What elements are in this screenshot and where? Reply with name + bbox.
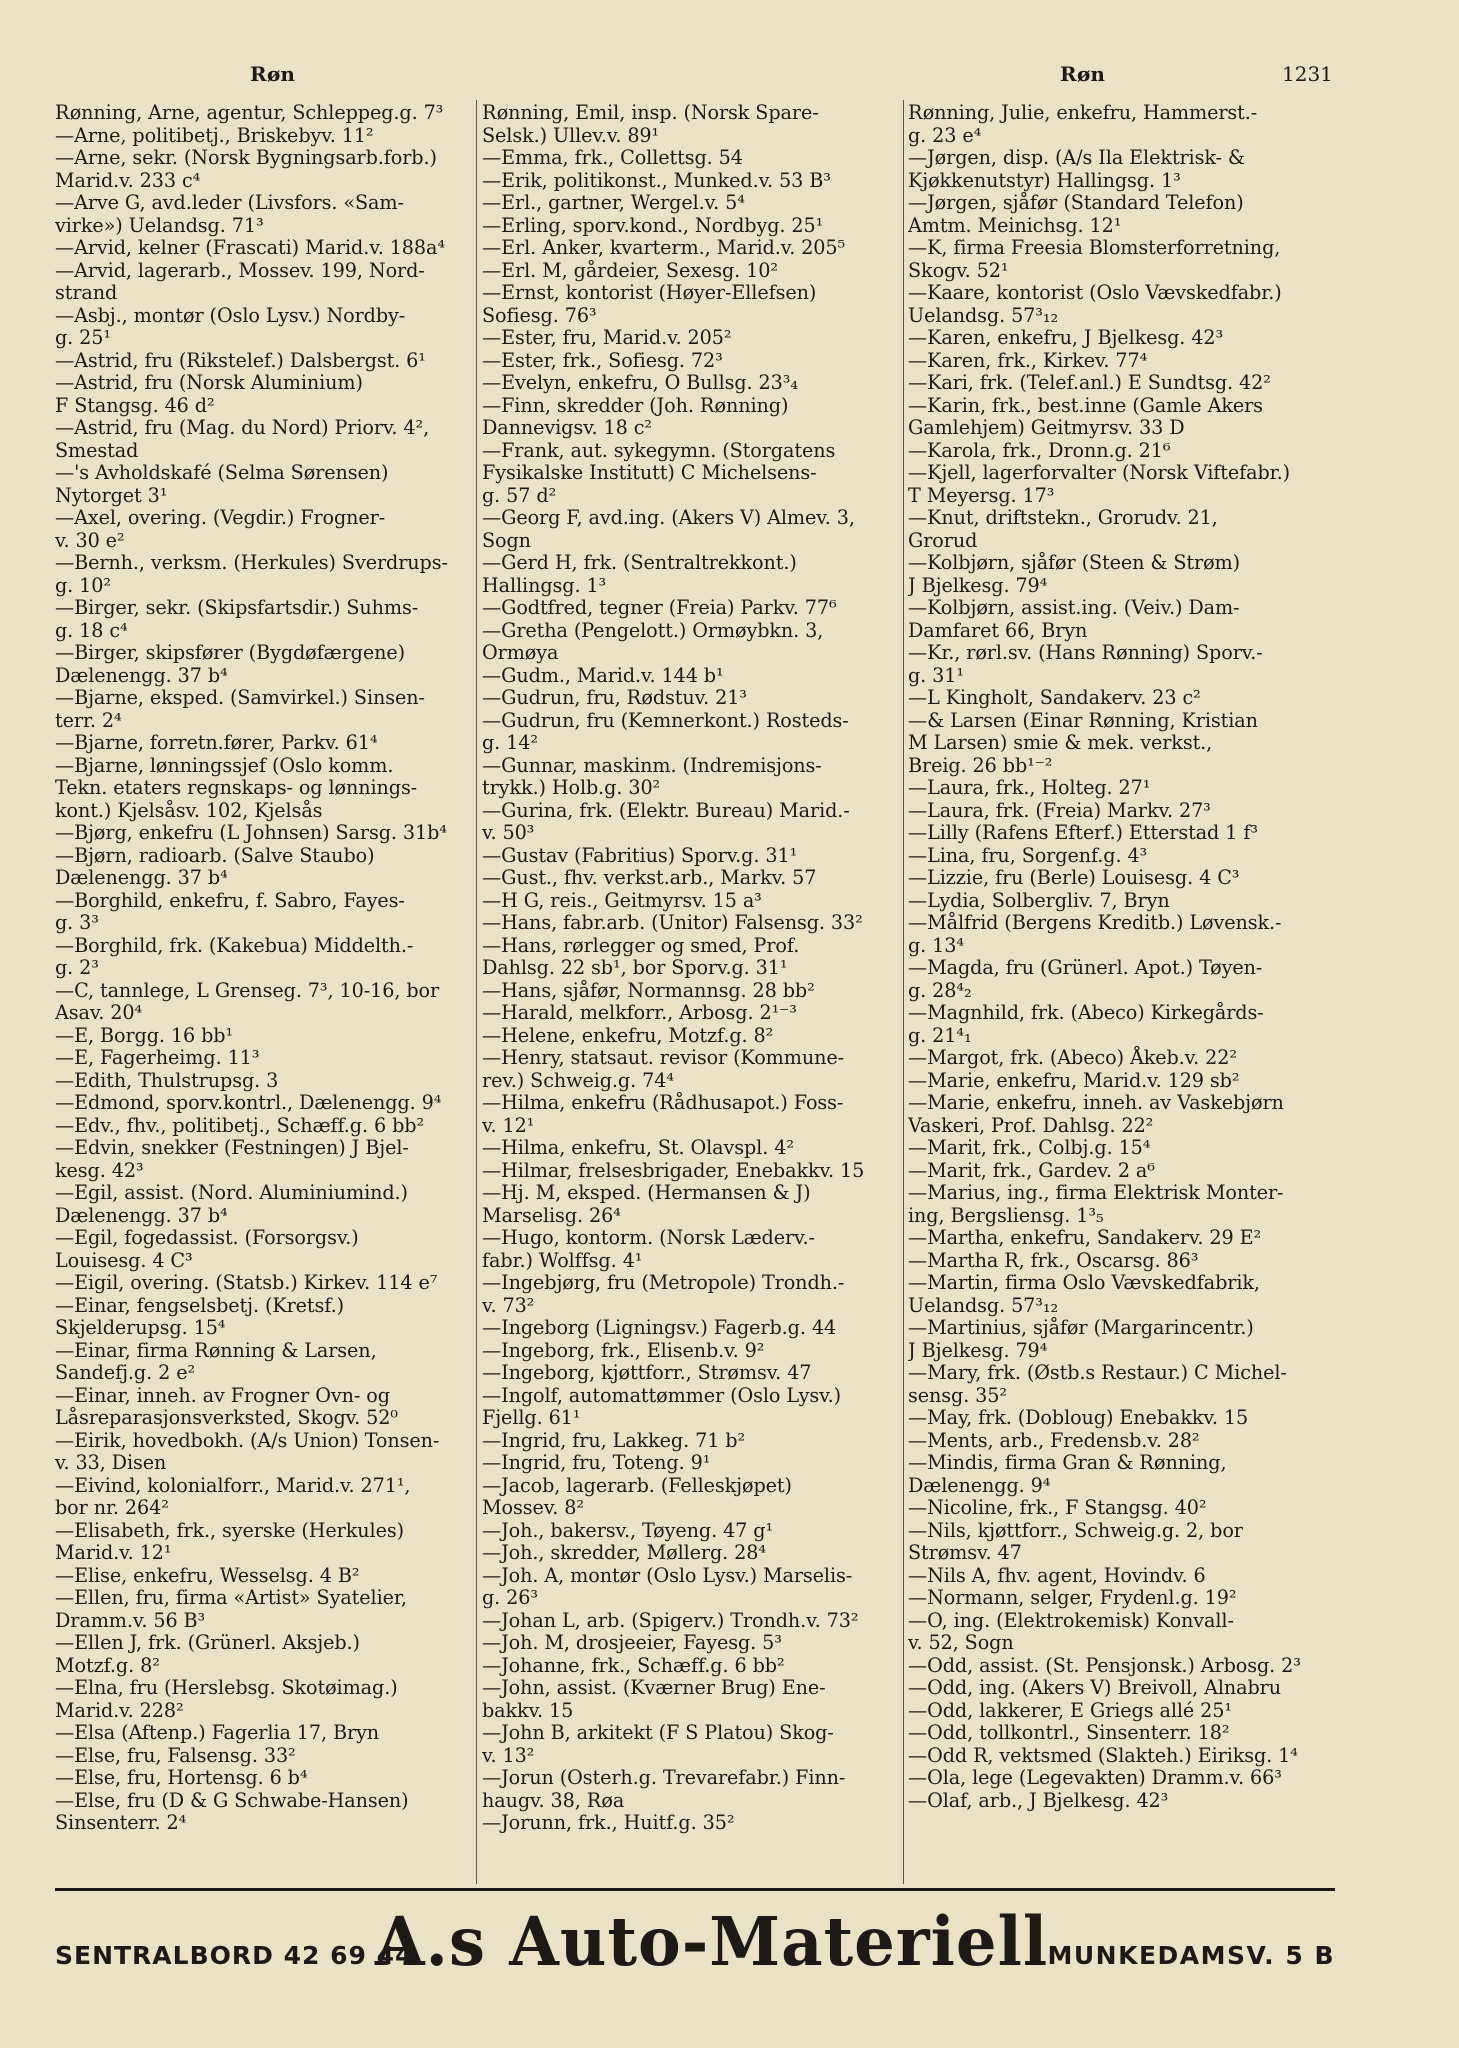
directory-entry-line: —Laura, frk., Holteg. 27¹ <box>908 776 1151 799</box>
directory-entry-line: —Emma, frk., Collettsg. 54 <box>482 146 743 169</box>
directory-entry-line: —Marie, enkefru, inneh. av Vaskebjørn <box>908 1091 1284 1114</box>
directory-entry-line: —Jorunn, frk., Huitf.g. 35² <box>482 1811 735 1834</box>
ad-phone: SENTRALBORD 42 69 44 <box>55 1941 414 1970</box>
directory-entry-line: —H G, reis., Geitmyrsv. 15 a³ <box>482 888 762 912</box>
header-left-keyword: Røn <box>250 62 295 86</box>
directory-entry-line: Sandefj.g. 2 e² <box>55 1361 196 1384</box>
directory-entry-line: —Odd R, vektsmed (Slakteh.) Eiriksg. 1⁴ <box>908 1743 1298 1767</box>
directory-entry-line: —Ola, lege (Legevakten) Dramm.v. 66³ <box>908 1766 1282 1789</box>
directory-entry-line: —Joh. A, montør (Oslo Lysv.) Marselis- <box>482 1563 853 1587</box>
directory-entry-line: Dannevigsv. 18 c² <box>482 416 653 439</box>
directory-entry-line: Selsk.) Ullev.v. 89¹ <box>482 123 660 147</box>
directory-entry-line: Uelandsg. 57³₁₂ <box>908 1293 1059 1317</box>
directory-entry-line: —O, ing. (Elektrokemisk) Konvall- <box>908 1608 1234 1632</box>
directory-entry-line: —Eirik, hovedbokh. (A/s Union) Tonsen- <box>55 1428 440 1452</box>
directory-entry-line: Tekn. etaters regnskaps- og lønnings- <box>55 776 418 799</box>
directory-entry-line: —Hugo, kontorm. (Norsk Læderv.- <box>482 1226 815 1249</box>
directory-entry-line: Fysikalske Institutt) C Michelsens- <box>482 461 817 484</box>
directory-entry-line: —Gudm., Marid.v. 144 b¹ <box>482 663 724 687</box>
directory-entry-line: Dramm.v. 56 B³ <box>55 1608 206 1632</box>
directory-entry-line: g. 25¹ <box>55 326 111 349</box>
directory-entry-line: Ormøya <box>482 641 559 664</box>
directory-entry-line: Sogn <box>482 528 531 552</box>
directory-entry-line: Sofiesg. 76³ <box>482 303 597 327</box>
directory-entry-line: Hallingsg. 1³ <box>482 573 607 597</box>
directory-entry-line: —Birger, sekr. (Skipsfartsdir.) Suhms- <box>55 596 419 619</box>
directory-entry-line: g. 13⁴ <box>908 933 964 957</box>
directory-entry-line: v. 30 e² <box>55 528 125 552</box>
directory-entry-line: —Borghild, enkefru, f. Sabro, Fayes- <box>55 888 405 912</box>
directory-entry-line: rev.) Schweig.g. 74⁴ <box>482 1068 674 1092</box>
directory-entry-line: v. 73² <box>482 1293 535 1317</box>
directory-entry-line: —Ellen J, frk. (Grünerl. Aksjeb.) <box>55 1631 360 1654</box>
directory-entry-line: kont.) Kjelsåsv. 102, Kjelsås <box>55 798 323 822</box>
directory-entry-line: —Egil, assist. (Nord. Aluminiumind.) <box>55 1181 408 1204</box>
directory-entry-line: —Nils, kjøttforr., Schweig.g. 2, bor <box>908 1518 1243 1542</box>
directory-entry-line: —Gudrun, fru (Kemnerkont.) Rosteds- <box>482 708 849 732</box>
directory-entry-line: —Eigil, overing. (Statsb.) Kirkev. 114 e⁷ <box>55 1271 438 1294</box>
directory-entry-line: —Axel, overing. (Vegdir.) Frogner- <box>55 506 386 529</box>
directory-entry-line: —Martinius, sjåfør (Margarincentr.) <box>908 1316 1254 1339</box>
directory-entry-line: —Bjarne, eksped. (Samvirkel.) Sinsen- <box>55 686 425 709</box>
directory-entry-line: —Astrid, fru (Rikstelef.) Dalsbergst. 6¹ <box>55 348 426 372</box>
directory-entry-line: —Margot, frk. (Abeco) Åkeb.v. 22² <box>908 1046 1237 1069</box>
directory-entry-line: —Hilma, enkefru, St. Olavspl. 4² <box>482 1136 794 1159</box>
directory-entry-line: —Gunnar, maskinm. (Indremisjons- <box>482 753 822 777</box>
directory-entry-line: Rønning, Julie, enkefru, Hammerst.- <box>908 102 1258 124</box>
directory-entry-line: Marselisg. 26⁴ <box>482 1203 621 1227</box>
directory-entry-line: —Nils A, fhv. agent, Hovindv. 6 <box>908 1563 1206 1587</box>
directory-entry-line: —Odd, lakkerer, E Griegs allé 25¹ <box>908 1698 1232 1722</box>
directory-entry-line: —Ester, frk., Sofiesg. 72³ <box>482 348 723 372</box>
directory-entry-line: —Edvin, snekker (Festningen) J Bjel- <box>55 1136 409 1159</box>
directory-entry-line: —Lydia, Solbergliv. 7, Bryn <box>908 888 1170 912</box>
directory-entry-line: g. 57 d² <box>482 483 557 507</box>
directory-entry-line: —Lizzie, fru (Berle) Louisesg. 4 C³ <box>908 866 1240 889</box>
directory-entry-line: —Ellen, fru, firma «Artist» Syatelier, <box>55 1586 407 1609</box>
directory-entry-line: —Elsa (Aftenp.) Fagerlia 17, Bryn <box>55 1721 380 1744</box>
directory-entry-line: —Magnhild, frk. (Abeco) Kirkegårds- <box>908 1001 1264 1024</box>
directory-entry-line: —Egil, fogedassist. (Forsorgsv.) <box>55 1226 359 1249</box>
directory-entry-line: F Stangsg. 46 d² <box>55 393 215 417</box>
directory-entry-line: —Hans, fabr.arb. (Unitor) Falsensg. 33² <box>482 911 863 934</box>
directory-entry-line: g. 26³ <box>482 1586 538 1609</box>
directory-entry-line: —Jørgen, sjåfør (Standard Telefon) <box>908 191 1244 214</box>
directory-entry-line: —Asbj., montør (Oslo Lysv.) Nordby- <box>55 303 406 327</box>
directory-entry-line: trykk.) Holb.g. 30² <box>482 776 661 799</box>
directory-entry-line: —Else, fru, Hortensg. 6 b⁴ <box>55 1766 308 1789</box>
directory-entry-line: —Helene, enkefru, Motzf.g. 8² <box>482 1023 774 1047</box>
directory-entry-line: —Nicoline, frk., F Stangsg. 40² <box>908 1496 1207 1519</box>
directory-entry-line: Amtm. Meinichsg. 12¹ <box>908 213 1122 237</box>
directory-entry-line: Dælenengg. 37 b⁴ <box>55 1203 228 1227</box>
directory-entry-line: —Karin, frk., best.inne (Gamle Akers <box>908 393 1263 417</box>
directory-entry-line: Asav. 20⁴ <box>55 1001 143 1024</box>
column-3 <box>908 102 1334 1882</box>
directory-entry-line: Uelandsg. 57³₁₂ <box>908 303 1059 327</box>
directory-entry-line: M Larsen) smie & mek. verkst., <box>908 731 1213 754</box>
directory-entry-line: g. 14² <box>482 731 538 754</box>
directory-entry-line: Mossev. 8² <box>482 1496 584 1519</box>
directory-entry-line: —Marit, frk., Gardev. 2 a⁶ <box>908 1158 1155 1182</box>
directory-entry-line: kesg. 42³ <box>55 1158 144 1182</box>
advertisement-banner <box>55 1905 1335 1985</box>
directory-entry-line: v. 50³ <box>482 821 535 844</box>
directory-entry-line: —Ments, arb., Fredensb.v. 28² <box>908 1428 1200 1452</box>
directory-entry-line: —Ingeborg, kjøttforr., Strømsv. 47 <box>482 1361 812 1384</box>
directory-entry-line: Rønning, Emil, insp. (Norsk Spare- <box>482 102 819 124</box>
directory-entry-line: J Bjelkesg. 79⁴ <box>908 573 1048 597</box>
directory-entry-line: —Elisabeth, frk., syerske (Herkules) <box>55 1518 404 1542</box>
directory-entry-line: —Astrid, fru (Norsk Aluminium) <box>55 371 363 394</box>
directory-entry-line: Fjellg. 61¹ <box>482 1406 581 1429</box>
directory-entry-line: Dahlsg. 22 sb¹, bor Sporv.g. 31¹ <box>482 956 788 979</box>
directory-entry-line: —Godtfred, tegner (Freia) Parkv. 77⁶ <box>482 596 837 619</box>
directory-entry-line: g. 3³ <box>55 911 99 934</box>
directory-entry-line: —Einar, inneh. av Frogner Ovn- og <box>55 1383 390 1407</box>
directory-entry-line: —E, Fagerheimg. 11³ <box>55 1046 260 1069</box>
directory-entry-line: —Joh., bakersv., Tøyeng. 47 g¹ <box>482 1518 774 1542</box>
directory-entry-line: —Else, fru (D & G Schwabe-Hansen) <box>55 1788 409 1812</box>
directory-entry-line: —Johan L, arb. (Spigerv.) Trondh.v. 73² <box>482 1608 859 1632</box>
directory-entry-line: Skjelderupsg. 15⁴ <box>55 1316 226 1339</box>
directory-entry-line: Marid.v. 228² <box>55 1698 184 1722</box>
directory-entry-line: —Ester, fru, Marid.v. 205² <box>482 326 732 349</box>
directory-entry-line: —Marit, frk., Colbj.g. 15⁴ <box>908 1136 1151 1159</box>
directory-entry-line: g. 31¹ <box>908 663 964 687</box>
directory-entry-line: v. 52, Sogn <box>908 1631 1014 1654</box>
directory-entry-line: —Laura, frk. (Freia) Markv. 27³ <box>908 798 1211 822</box>
directory-entry-line: —Joh. M, drosjeeier, Fayesg. 5³ <box>482 1631 782 1654</box>
directory-entry-line: strand <box>55 281 118 304</box>
directory-entry-line: —Henry, statsaut. revisor (Kommune- <box>482 1046 845 1069</box>
directory-entry-line: Skogv. 52¹ <box>908 258 1009 282</box>
directory-entry-line: ing, Bergsliensg. 1³₅ <box>908 1203 1104 1227</box>
directory-entry-line: —Ingolf, automattømmer (Oslo Lysv.) <box>482 1383 841 1407</box>
directory-entry-line: —Gretha (Pengelott.) Ormøybkn. 3, <box>482 618 824 642</box>
directory-entry-line: Gamlehjem) Geitmyrsv. 33 D <box>908 416 1185 439</box>
directory-entry-line: —K, firma Freesia Blomsterforretning, <box>908 236 1281 259</box>
directory-entry-line: —Elna, fru (Herslebsg. Skotøimag.) <box>55 1676 398 1699</box>
directory-entry-line: —Odd, tollkontrl., Sinsenterr. 18² <box>908 1721 1230 1744</box>
directory-entry-line: —Edmond, sporv.kontrl., Dælenengg. 9⁴ <box>55 1091 442 1114</box>
directory-entry-line: —Mary, frk. (Østb.s Restaur.) C Michel- <box>908 1361 1287 1384</box>
directory-entry-line: —Erl. M, gårdeier, Sexesg. 10² <box>482 258 778 282</box>
directory-entry-line: —Bjarne, lønningssjef (Oslo komm. <box>55 753 394 777</box>
directory-entry-line: —Gudrun, fru, Rødstuv. 21³ <box>482 686 747 709</box>
directory-entry-line: —Jorun (Osterh.g. Trevarefabr.) Finn- <box>482 1766 846 1789</box>
directory-entry-line: Dælenengg. 37 b⁴ <box>55 866 228 889</box>
directory-entry-line: —Hans, rørlegger og smed, Prof. <box>482 933 800 957</box>
directory-entry-line: terr. 2⁴ <box>55 708 122 732</box>
directory-entry-line: —Einar, firma Rønning & Larsen, <box>55 1338 377 1362</box>
directory-entry-line: —Edith, Thulstrupsg. 3 <box>55 1068 279 1092</box>
directory-entry-line: —Bjørg, enkefru (L Johnsen) Sarsg. 31b⁴ <box>55 821 447 844</box>
directory-entry-line: g. 21⁴₁ <box>908 1023 972 1047</box>
directory-entry-line: —Knut, driftstekn., Grorudv. 21, <box>908 506 1218 529</box>
directory-entry-line: —Georg F, avd.ing. (Akers V) Almev. 3, <box>482 506 855 529</box>
directory-entry-line: —Karen, enkefru, J Bjelkesg. 42³ <box>908 326 1224 349</box>
directory-entry-line: —Birger, skipsfører (Bygdøfærgene) <box>55 641 405 664</box>
directory-entry-line: —Gurina, frk. (Elektr. Bureau) Marid.- <box>482 798 850 822</box>
directory-entry-line: —John, assist. (Kværner Brug) Ene- <box>482 1676 826 1699</box>
directory-entry-line: —Ingeborg, frk., Elisenb.v. 9² <box>482 1338 765 1362</box>
directory-entry-line: Marid.v. 233 c⁴ <box>55 168 201 192</box>
directory-entry-line: —Kaare, kontorist (Oslo Vævskedfabr.) <box>908 281 1282 304</box>
directory-entry-line: —L Kingholt, Sandakerv. 23 c² <box>908 686 1201 709</box>
directory-entry-line: —Hans, sjåfør, Normannsg. 28 bb² <box>482 978 815 1002</box>
directory-entry-line: —Magda, fru (Grünerl. Apot.) Tøyen- <box>908 956 1263 979</box>
page-number: 1231 <box>1282 62 1333 86</box>
directory-entry-line: g. 10² <box>55 573 111 597</box>
directory-entry-line: —Lilly (Rafens Efterf.) Etterstad 1 f³ <box>908 821 1258 844</box>
directory-entry-line: —Hilmar, frelsesbrigader, Enebakkv. 15 <box>482 1158 865 1182</box>
directory-entry-line: —Edv., fhv., politibetj., Schæff.g. 6 bb² <box>55 1113 425 1137</box>
directory-entry-line: —Karola, frk., Dronn.g. 21⁶ <box>908 438 1171 462</box>
directory-entry-line: Kjøkkenutstyr) Hallingsg. 1³ <box>908 168 1181 192</box>
directory-entry-line: —Kari, frk. (Telef.anl.) E Sundtsg. 42² <box>908 371 1271 394</box>
directory-entry-line: —Kr., rørl.sv. (Hans Rønning) Sporv.- <box>908 641 1263 664</box>
directory-entry-line: —Arve G, avd.leder (Livsfors. «Sam- <box>55 191 404 214</box>
ad-address: MUNKEDAMSV. 5 B <box>1047 1941 1335 1970</box>
directory-entry-line: —Erl., gartner, Wergel.v. 5⁴ <box>482 191 745 214</box>
directory-entry-line: —C, tannlege, L Grenseg. 7³, 10-16, bor <box>55 978 440 1002</box>
directory-entry-line: Motzf.g. 8² <box>55 1653 160 1677</box>
directory-entry-line: —Bernh., verksm. (Herkules) Sverdrups- <box>55 551 448 574</box>
directory-entry-line: v. 33, Disen <box>55 1451 167 1474</box>
directory-entry-line: Dælenengg. 37 b⁴ <box>55 663 228 687</box>
directory-entry-line: g. 23 e⁴ <box>908 123 982 147</box>
directory-entry-line: —Mindis, firma Gran & Rønning, <box>908 1451 1227 1474</box>
directory-entry-line: —& Larsen (Einar Rønning, Kristian <box>908 708 1258 732</box>
directory-entry-line: —Else, fru, Falsensg. 33² <box>55 1743 296 1767</box>
directory-entry-line: —Ingrid, fru, Lakkeg. 71 b² <box>482 1428 746 1452</box>
directory-entry-line: —Kolbjørn, sjåfør (Steen & Strøm) <box>908 551 1241 574</box>
directory-entry-line: —John B, arkitekt (F S Platou) Skog- <box>482 1721 834 1744</box>
directory-entry-line: —Karen, frk., Kirkev. 77⁴ <box>908 348 1148 372</box>
directory-entry-line: —Olaf, arb., J Bjelkesg. 42³ <box>908 1788 1169 1812</box>
advertisement-rule <box>55 1888 1335 1891</box>
directory-entry-line: Dælenengg. 9⁴ <box>908 1473 1051 1497</box>
directory-entry-line: —Bjarne, forretn.fører, Parkv. 61⁴ <box>55 731 378 754</box>
directory-entry-line: Rønning, Arne, agentur, Schleppeg.g. 7³ <box>55 102 444 124</box>
directory-entry-line: —E, Borgg. 16 bb¹ <box>55 1023 234 1047</box>
directory-entry-line: —Gerd H, frk. (Sentraltrekkont.) <box>482 551 797 574</box>
directory-entry-line: v. 12¹ <box>482 1113 535 1137</box>
directory-entry-line: —Erik, politikonst., Munked.v. 53 B³ <box>482 168 831 192</box>
directory-entry-line: bor nr. 264² <box>55 1496 169 1519</box>
directory-entry-line: —Joh., skredder, Møllerg. 28⁴ <box>482 1541 766 1564</box>
directory-entry-line: g. 18 c⁴ <box>55 618 128 642</box>
directory-entry-line: —Jacob, lagerarb. (Felleskjøpet) <box>482 1473 792 1497</box>
directory-entry-line: fabr.) Wolffsg. 4¹ <box>482 1248 643 1272</box>
directory-entry-line: —Marius, ing., firma Elektrisk Monter- <box>908 1181 1284 1204</box>
directory-entry-line: T Meyersg. 17³ <box>908 483 1055 507</box>
column-divider <box>903 100 904 1884</box>
column-1 <box>55 102 473 1882</box>
directory-entry-line: Grorud <box>908 528 978 552</box>
directory-entry-line: g. 28⁴₂ <box>908 978 972 1002</box>
directory-entry-line: —Hj. M, eksped. (Hermansen & J) <box>482 1181 811 1204</box>
directory-entry-line: —Odd, ing. (Akers V) Breivoll, Alnabru <box>908 1676 1281 1699</box>
directory-entry-line: —Ingebjørg, fru (Metropole) Trondh.- <box>482 1271 845 1294</box>
directory-entry-line: —Kjell, lagerforvalter (Norsk Viftefabr.) <box>908 461 1291 484</box>
directory-entry-line: —Marie, enkefru, Marid.v. 129 sb² <box>908 1068 1240 1092</box>
directory-entry-line: sensg. 35² <box>908 1383 1007 1407</box>
directory-entry-line: J Bjelkesg. 79⁴ <box>908 1338 1048 1362</box>
directory-entry-line: —Martha R, frk., Oscarsg. 86³ <box>908 1248 1199 1272</box>
directory-entry-line: Sinsenterr. 2⁴ <box>55 1811 187 1834</box>
directory-entry-line: —Hilma, enkefru (Rådhusapot.) Foss- <box>482 1091 844 1114</box>
directory-entry-line: Nytorget 3¹ <box>55 483 168 507</box>
directory-entry-line: —Lina, fru, Sorgenf.g. 4³ <box>908 843 1148 867</box>
directory-entry-line: Strømsv. 47 <box>908 1541 1022 1564</box>
header-right-keyword: Røn <box>1060 62 1105 86</box>
directory-entry-line: —Arne, politibetj., Briskebyv. 11² <box>55 123 374 147</box>
directory-entry-line: —Normann, selger, Frydenl.g. 19² <box>908 1586 1237 1609</box>
directory-entry-line: —Odd, assist. (St. Pensjonsk.) Arbosg. 2³ <box>908 1653 1301 1677</box>
directory-entry-line: Låsreparasjonsverksted, Skogv. 52⁰ <box>55 1406 398 1429</box>
directory-entry-line: —Gustav (Fabritius) Sporv.g. 31¹ <box>482 843 798 867</box>
directory-entry-line: —Borghild, frk. (Kakebua) Middelth.- <box>55 933 414 957</box>
directory-entry-line: —Målfrid (Bergens Kreditb.) Løvensk.- <box>908 911 1282 934</box>
directory-entry-line: —Arvid, kelner (Frascati) Marid.v. 188a⁴ <box>55 236 445 259</box>
directory-entry-line: —Ernst, kontorist (Høyer-Ellefsen) <box>482 281 817 304</box>
directory-entry-line: —Harald, melkforr., Arbosg. 2¹⁻³ <box>482 1001 797 1024</box>
directory-entry-line: —Bjørn, radioarb. (Salve Staubo) <box>55 843 375 867</box>
directory-entry-line: —Eivind, kolonialforr., Marid.v. 271¹, <box>55 1473 411 1497</box>
directory-entry-line: virke») Uelandsg. 71³ <box>55 213 264 237</box>
column-2 <box>482 102 902 1882</box>
directory-entry-line: —Arne, sekr. (Norsk Bygningsarb.forb.) <box>55 146 437 169</box>
directory-entry-line: —Einar, fengselsbetj. (Kretsf.) <box>55 1293 344 1317</box>
directory-entry-line: —Johanne, frk., Schæff.g. 6 bb² <box>482 1653 785 1677</box>
directory-entry-line: Louisesg. 4 C³ <box>55 1248 193 1272</box>
directory-entry-line: —Elise, enkefru, Wesselsg. 4 B² <box>55 1563 360 1587</box>
directory-entry-line: haugv. 38, Røa <box>482 1788 625 1812</box>
directory-entry-line: v. 13² <box>482 1743 535 1767</box>
directory-entry-line: —Martin, firma Oslo Vævskedfabrik, <box>908 1271 1260 1294</box>
directory-entry-line: —Ingrid, fru, Toteng. 9¹ <box>482 1451 711 1474</box>
column-divider <box>476 100 477 1884</box>
directory-entry-line: Smestad <box>55 438 139 462</box>
directory-entry-line: g. 2³ <box>55 956 99 979</box>
page-header <box>0 62 1459 92</box>
directory-entry-line: —Astrid, fru (Mag. du Nord) Priorv. 4², <box>55 416 430 439</box>
directory-entry-line: —Gust., fhv. verkst.arb., Markv. 57 <box>482 866 817 889</box>
directory-entry-line: Damfaret 66, Bryn <box>908 618 1088 642</box>
directory-entry-line: —Ingeborg (Ligningsv.) Fagerb.g. 44 <box>482 1316 837 1339</box>
directory-entry-line: Breig. 26 bb¹⁻² <box>908 753 1053 777</box>
directory-entry-line: Vaskeri, Prof. Dahlsg. 22² <box>908 1113 1154 1137</box>
directory-entry-line: —Erl. Anker, kvarterm., Marid.v. 205⁵ <box>482 236 846 259</box>
directory-entry-line: —Kolbjørn, assist.ing. (Veiv.) Dam- <box>908 596 1240 619</box>
directory-entry-line: —Evelyn, enkefru, O Bullsg. 23³₄ <box>482 371 798 394</box>
directory-entry-line: —Martha, enkefru, Sandakerv. 29 E² <box>908 1226 1262 1249</box>
ad-company-name: A.s Auto-Materiell <box>375 1903 1049 1982</box>
directory-entry-line: —Erling, sporv.kond., Nordbyg. 25¹ <box>482 213 824 237</box>
directory-entry-line: Marid.v. 12¹ <box>55 1541 172 1564</box>
directory-entry-line: —'s Avholdskafé (Selma Sørensen) <box>55 461 389 484</box>
directory-entry-line: —Finn, skredder (Joh. Rønning) <box>482 393 789 417</box>
directory-entry-line: —Frank, aut. sykegymn. (Storgatens <box>482 438 836 462</box>
directory-entry-line: —Jørgen, disp. (A/s Ila Elektrisk- & <box>908 146 1245 169</box>
directory-entry-line: —May, frk. (Dobloug) Enebakkv. 15 <box>908 1406 1249 1429</box>
directory-entry-line: —Arvid, lagerarb., Mossev. 199, Nord- <box>55 258 425 282</box>
directory-entry-line: bakkv. 15 <box>482 1698 574 1722</box>
